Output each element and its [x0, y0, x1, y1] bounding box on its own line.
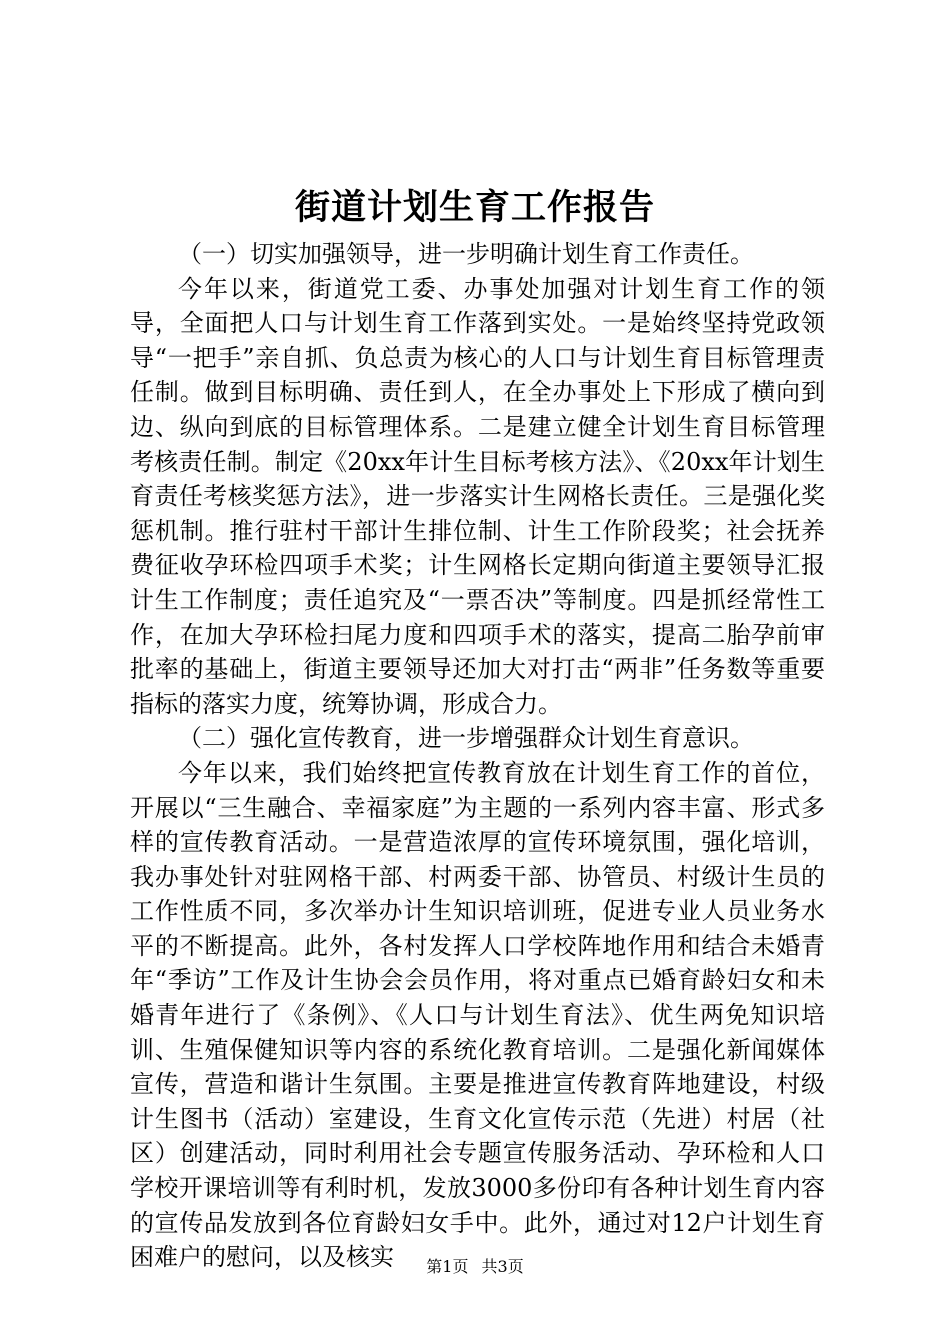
section-heading-2: （二）强化宣传教育，进一步增强群众计划生育意识。: [178, 724, 754, 753]
page-number: 第1页: [426, 1257, 469, 1276]
page-footer: [0, 1257, 950, 1277]
paragraph: 今年以来，我们始终把宣传教育放在计划生育工作的首位，开展以“三生融合、幸福家庭”为主题的一系列内容丰富、形式多样的宣传教育活动。一是营造浓厚的宣传环境氛围，强化培训，我办事处针对驻网格干部、村两委干部、协管员、村级计生员的工作性质不同，多次举办计生知识培训班，促进专业人员业务水平的不断提高。此外，各村发挥人口学校阵地作用和结合未婚青年“季访”工作及计生协会会员作用，将对重点已婚育龄妇女和未婚青年进行了《条例》、《人口与计划生育法》、优生两免知识培训、生殖保健知识等内容的系统化教育培训。二是强化新闻媒体宣传，营造和谐计生氛围。主要是推进宣传教育阵地建设，村级计生图书（活动）室建设，生育文化宣传示范（先进）村居（社区）创建活动，同时利用社会专题宣传服务活动、孕环检和人口学校开课培训等有利时机，发放3000多份印有各种计划生育内容的宣传品发放到各位育龄妇女手中。此外，通过对12户计划生育困难户的慰问，以及核实: [130, 758, 825, 1272]
section-heading-1: （一）切实加强领导，进一步明确计划生育工作责任。: [178, 240, 754, 268]
document-body: [130, 237, 825, 1275]
page-total: 共3页: [481, 1257, 524, 1276]
document-title: 街道计划生育工作报告: [294, 188, 655, 228]
paragraph: 今年以来，街道党工委、办事处加强对计划生育工作的领导，全面把人口与计划生育工作落到实处。一是始终坚持党政领导“一把手”亲自抓、负总责为核心的人口与计划生育目标管理责任制。做到目标明确、责任到人，在全办事处上下形成了横向到边、纵向到底的目标管理体系。二是建立健全计划生育目标管理考核责任制。制定《20xx年计生目标考核方法》、《20xx年计划生育责任考核奖惩方法》，进一步落实计生网格长责任。三是强化奖惩机制。推行驻村干部计生排位制、计生工作阶段奖；社会抚养费征收孕环检四项手术奖；计生网格长定期向街道主要领导汇报计生工作制度；责任追究及“一票否决”等制度。四是抓经常性工作，在加大孕环检扫尾力度和四项手术的落实，提高二胎孕前审批率的基础上，街道主要领导还加大对打击“两非”任务数等重要指标的落实力度，统筹协调，形成合力。: [130, 274, 825, 718]
